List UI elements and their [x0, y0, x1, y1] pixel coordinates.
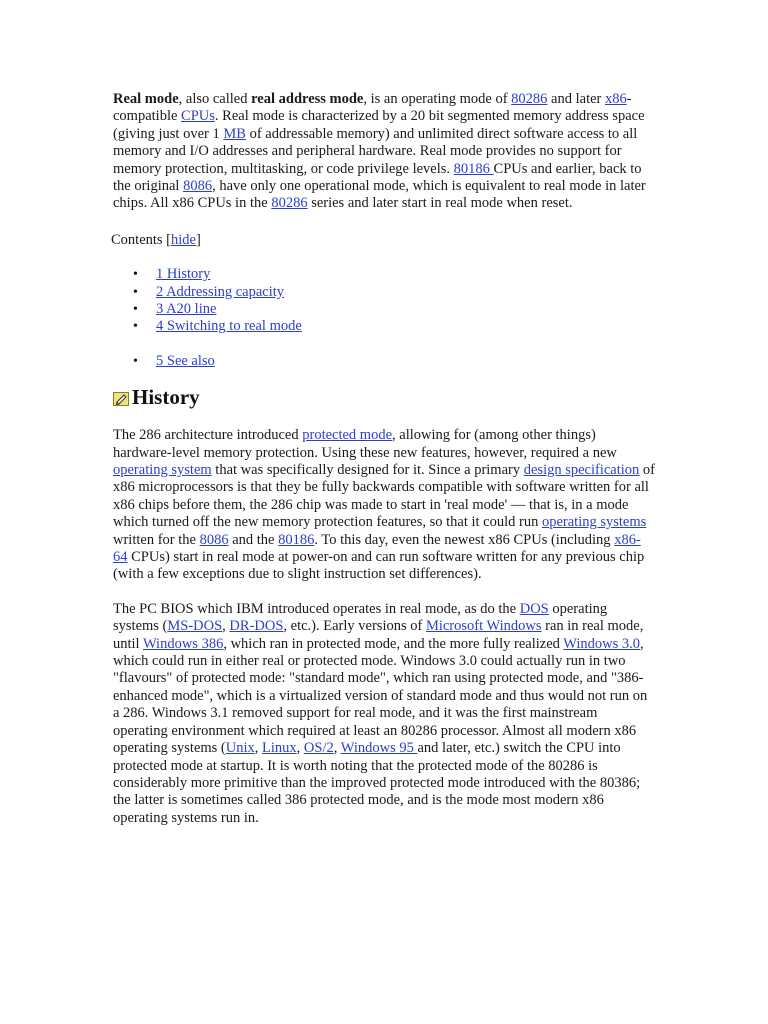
body-text: of x86 microprocessors is that they be fully backwards compatible with software written for all x86 chips before them, the 286 chip was made to start in 'real mode' — that is, in a mode which turned off the new memory protection features, so that it could run	[113, 462, 656, 531]
body-text: , which could run in either real or protected mode. Windows 3.0 could actually run in two "flavours" of protected mode: "standard mode", which ran using protected mode, and "386-enhanced mode", which is a virtualized version of standard mode and thus would not run on a 286. Windows 3.1 removed support for real mode, and it was the first mainstream operating environment which required at least an 80286 processor. Almost all modern x86 operating systems (	[113, 635, 648, 757]
body-text: CPUs) start in real mode at power-on and can run software written for any previous chip (with a few exceptions due to slight instruction set differences).	[113, 549, 645, 583]
body-text: , etc.). Early versions of	[283, 618, 426, 635]
link-cpus[interactable]: CPUs	[181, 108, 215, 125]
table-of-contents	[113, 266, 655, 336]
edit-section-icon[interactable]	[113, 391, 129, 405]
toc-link-see-also[interactable]: 5 See also	[156, 352, 215, 369]
contents-hide-link[interactable]: hide	[171, 231, 196, 248]
section-heading-history	[113, 382, 655, 412]
table-of-contents-continued	[113, 353, 655, 370]
link-operating-system[interactable]: operating system	[113, 462, 212, 479]
link-x86-64[interactable]: x86-64	[113, 531, 641, 566]
body-text: The PC BIOS which IBM introduced operates in real mode, as do the	[113, 600, 520, 617]
link-80186-history[interactable]: 80186	[278, 531, 315, 548]
contents-bracket: ]	[195, 231, 201, 248]
link-dos[interactable]: DOS	[519, 600, 549, 617]
intro-text: . Real mode is characterized by a 20 bit segmented memory address space (giving just over 1	[113, 108, 645, 142]
contents-label: Contents [	[111, 231, 172, 248]
link-windows-386[interactable]: Windows 386	[142, 635, 224, 652]
history-paragraph-1	[113, 427, 655, 584]
link-x86[interactable]: x86	[605, 91, 627, 107]
link-unix[interactable]: Unix	[225, 740, 255, 757]
intro-text: , have only one operational mode, which is equivalent to real mode in later chips. All x86 CPUs in the	[113, 178, 646, 212]
link-80186[interactable]: 80186	[453, 160, 494, 177]
intro-text: and later	[547, 91, 605, 107]
body-text: and later, etc.) switch the CPU into protected mode at startup. It is worth noting that the protected mode of the 80286 is considerably more primitive than the improved protected mode introduced with the 80386; the latter is sometimes called 386 protected mode, and is the mode most modern x86 operating systems run in.	[113, 740, 641, 826]
body-text: ran in real mode, until	[113, 618, 644, 652]
body-text: operating systems (	[113, 600, 608, 635]
toc-item-history	[113, 266, 655, 283]
intro-text: series and later start in real mode when reset.	[307, 195, 573, 212]
body-text: The 286 architecture introduced	[113, 427, 303, 444]
link-windows-95[interactable]: Windows 95	[340, 740, 418, 757]
toc-link-a20-line[interactable]: 3 A20 line	[156, 301, 217, 318]
link-protected-mode[interactable]: protected mode	[302, 427, 393, 444]
intro-paragraph	[113, 91, 655, 213]
link-80286-series[interactable]: 80286	[271, 195, 308, 212]
link-windows-3-0[interactable]: Windows 3.0	[563, 635, 641, 652]
link-operating-systems[interactable]: operating systems	[541, 514, 647, 531]
body-text: , which ran in protected mode, and the more fully realized	[223, 635, 564, 652]
body-text: written for the	[113, 531, 200, 548]
intro-text: , is an operating mode of	[363, 91, 512, 107]
toc-item-addressing-capacity	[113, 284, 655, 301]
toc-link-addressing-capacity[interactable]: 2 Addressing capacity	[156, 283, 285, 300]
link-microsoft-windows[interactable]: Microsoft Windows	[425, 618, 542, 635]
history-heading-text: History	[132, 384, 200, 409]
toc-link-switching[interactable]: 4 Switching to real mode	[156, 318, 302, 335]
body-text: ,	[296, 740, 304, 757]
toc-link-history[interactable]: 1 History	[156, 266, 211, 283]
link-linux[interactable]: Linux	[262, 740, 297, 757]
toc-item-switching	[113, 318, 655, 335]
toc-item-see-also	[113, 353, 655, 370]
link-ms-dos[interactable]: MS-DOS	[167, 618, 223, 635]
body-text: ,	[254, 740, 263, 757]
intro-text: , also called	[178, 91, 252, 107]
body-text: . To this day, even the newest x86 CPUs (including	[314, 531, 615, 548]
link-os2[interactable]: OS/2	[303, 740, 334, 757]
term-real-address-mode: real address mode	[251, 91, 364, 107]
link-mb[interactable]: MB	[223, 125, 246, 142]
document-body	[113, 91, 655, 827]
term-real-mode: Real mode	[113, 91, 179, 107]
link-dr-dos[interactable]: DR-DOS	[229, 618, 284, 635]
link-8086[interactable]: 8086	[183, 178, 213, 195]
intro-text: of addressable memory) and unlimited direct software access to all memory and I/O addresses and peripheral hardware. Real mode provides no support for memory protection, multitasking, or code privilege levels.	[113, 125, 638, 177]
body-text: ,	[333, 740, 341, 757]
body-text: , allowing for (among other things) hardware-level memory protection. Using these new features, however, required a new	[113, 427, 617, 461]
intro-text: -compatible	[113, 91, 632, 125]
body-text: that was specifically designed for it. Since a primary	[211, 462, 524, 479]
history-paragraph-2	[113, 601, 655, 827]
link-design-specification[interactable]: design specification	[523, 462, 640, 479]
intro-text: CPUs and earlier, back to the original	[113, 160, 642, 195]
body-text: ,	[222, 618, 230, 635]
link-8086-history[interactable]: 8086	[199, 531, 229, 548]
body-text: and the	[228, 531, 279, 548]
toc-item-a20-line	[113, 301, 655, 318]
link-80286[interactable]: 80286	[511, 91, 548, 107]
contents-header	[111, 232, 655, 249]
